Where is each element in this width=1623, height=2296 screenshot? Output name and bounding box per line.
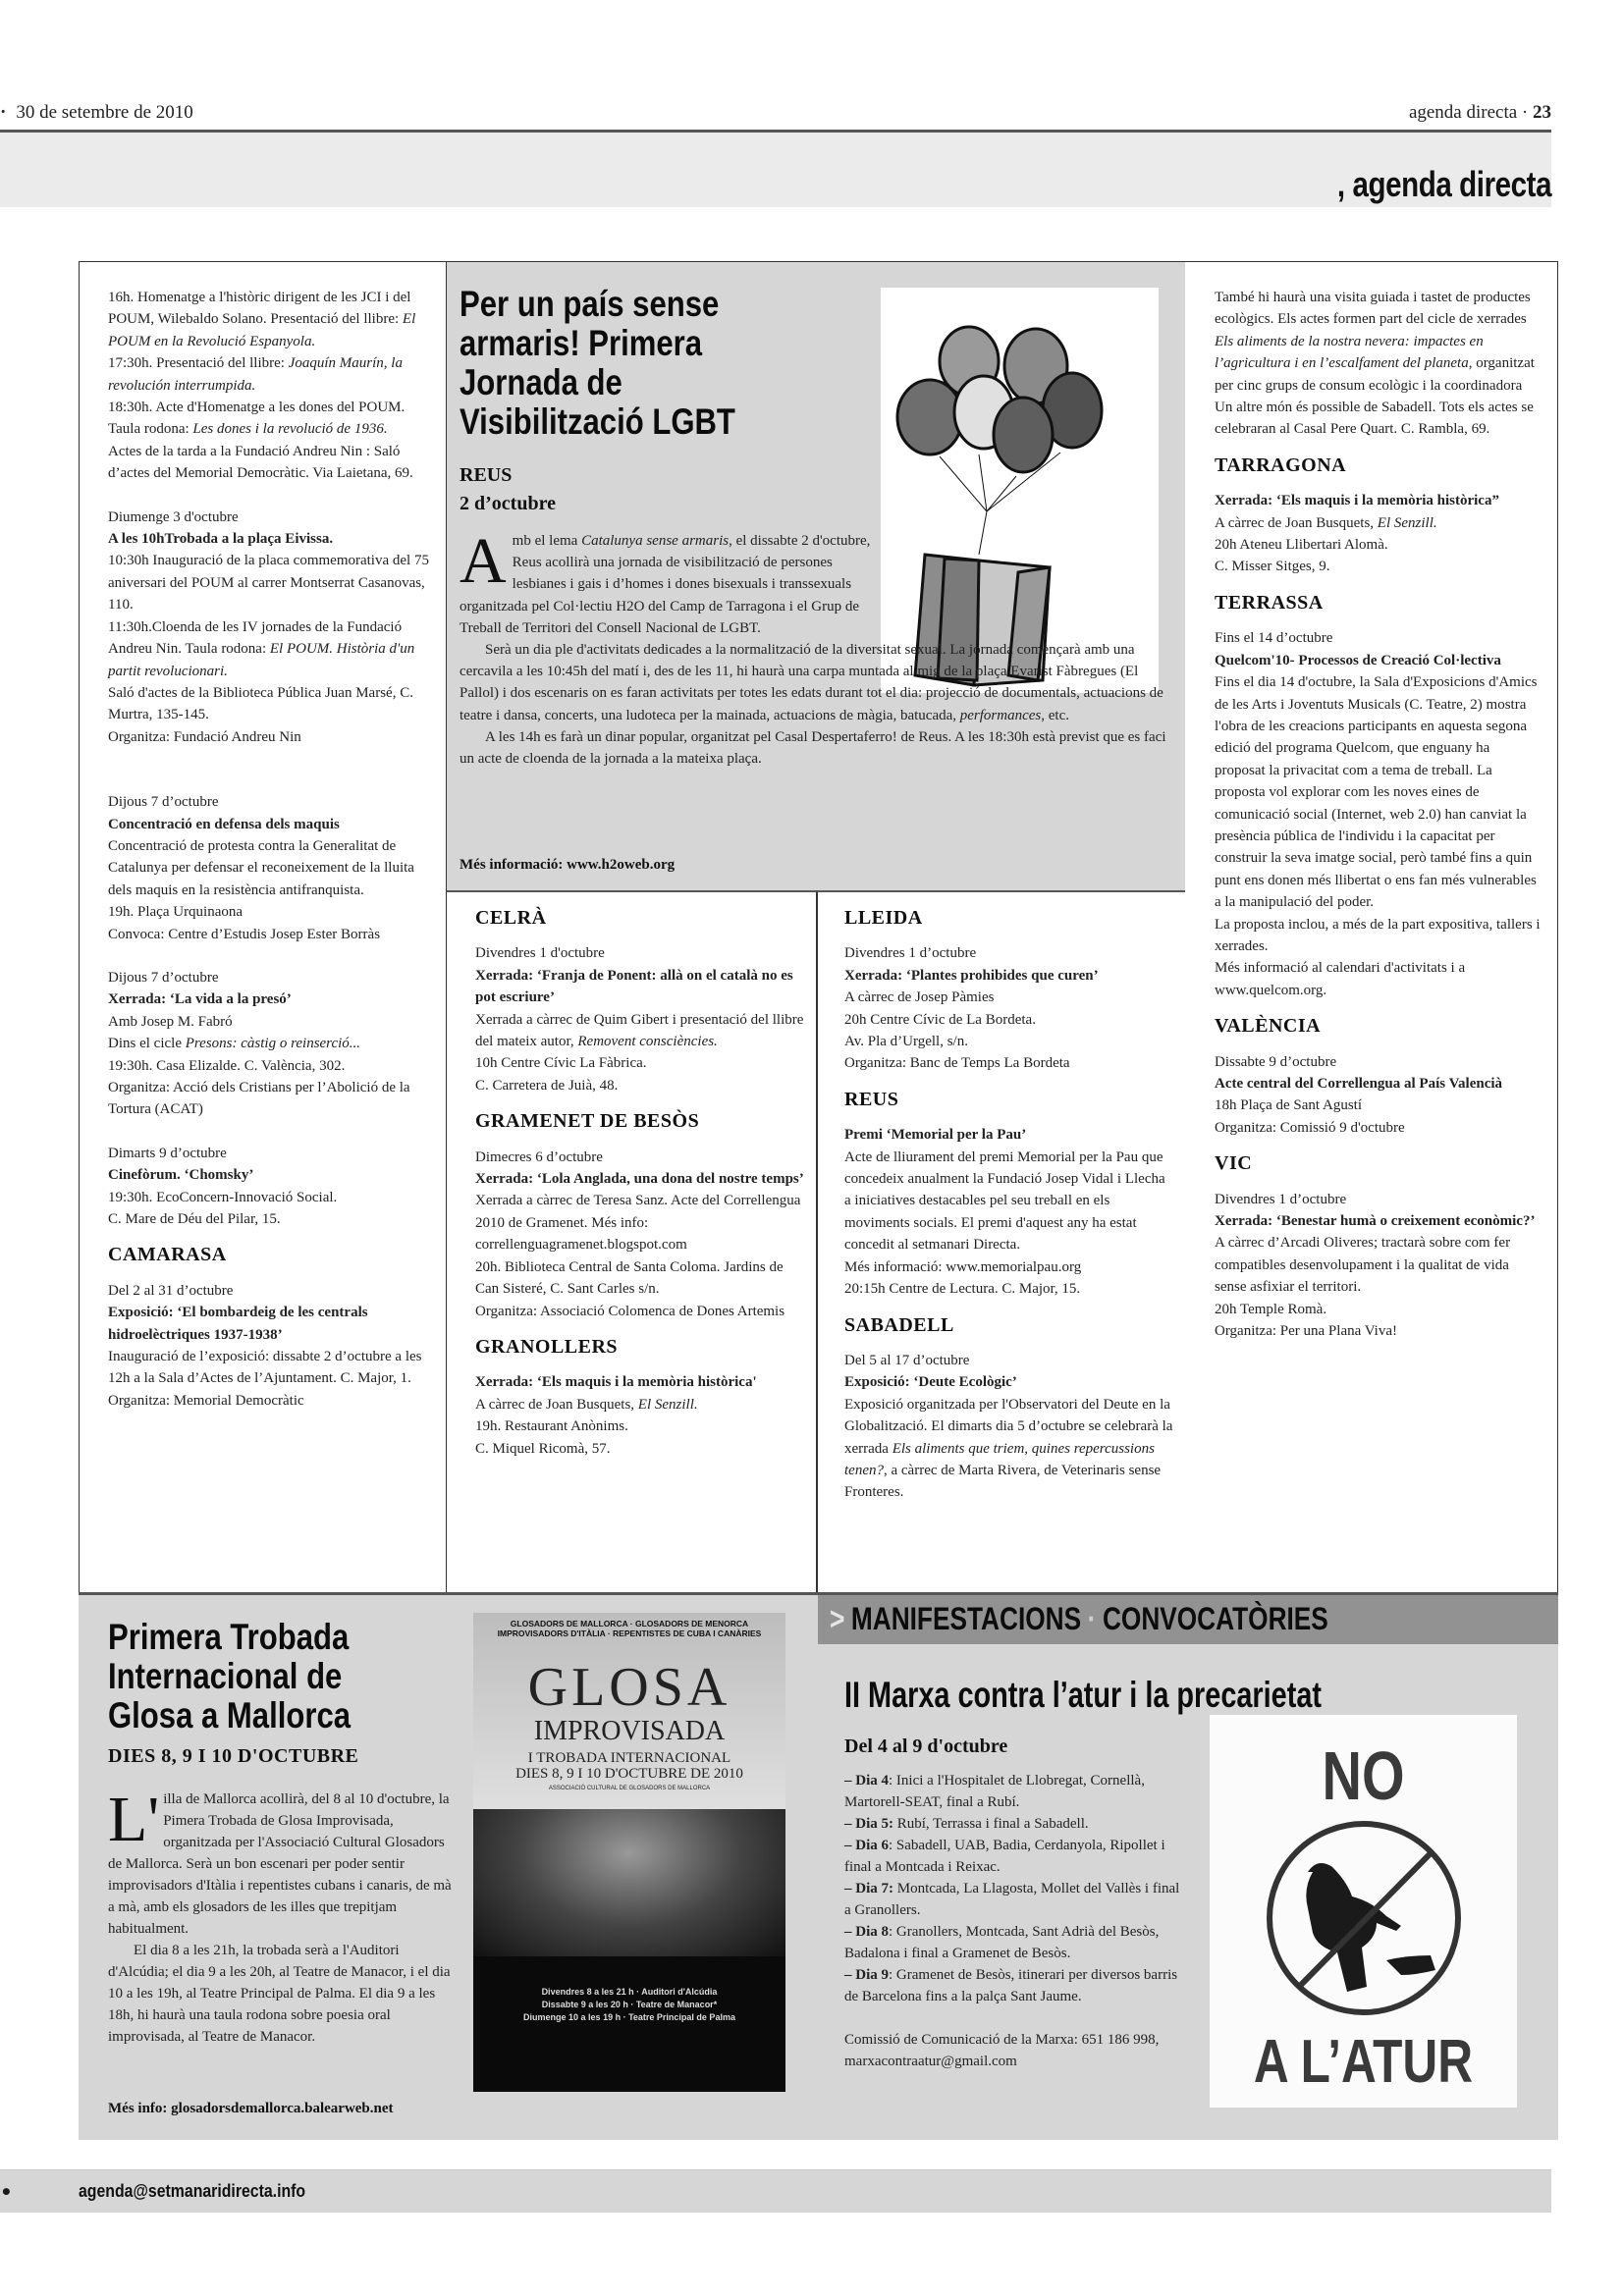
event-date: Divendres 1 d’octubre (1215, 1191, 1347, 1207)
event-title: A les 10hTrobada a la plaça Eivissa. (108, 531, 334, 548)
event-title: Xerrada: ‘Franja de Ponent: allà on el català no es pot escriure’ (475, 967, 793, 1006)
sign-text: NO (1322, 1737, 1405, 1814)
event-title: Xerrada: ‘Lola Anglada, una dona del nostre temps’ (475, 1171, 804, 1188)
paragraph: Amb el lema Catalunya sense armaris, el dissabte 2 d'octubre, Reus acollirà una jornada de visibilització de persones lesbianes i gais i d’homes i dones bisexuals i transsexuals organitzada pel Col·lectiu H2O del Camp de Tarragona i el Grup de Treball de Territori del Consell Nacional de LGBT. (460, 525, 871, 636)
event: Del 5 al 17 d’octubre Exposició: ‘Deute Ecològic’ Exposició organitzada per l'Observatori del Deute en la Globalització. El dimarts dia 5 d’octubre se celebrarà la xerrada Els aliments que triem, quines repercussions tenen?, a càrrec de Marta Rivera, de Veterinaris sense Fronteres. (844, 1352, 1173, 1501)
prohibition-icon (1264, 1818, 1465, 2019)
column-2 (475, 901, 804, 1460)
list-item: – Dia 6: Sabadell, UAB, Badia, Cerdanyola, Ripollet i final a Montcada i Reixac. (844, 1838, 1165, 1875)
manifestacions-header (818, 1595, 1558, 1644)
footer-email-link[interactable]: agenda@setmanaridirecta.info (79, 2181, 306, 2201)
event: Dimecres 6 d’octubre Xerrada: ‘Lola Anglada, una dona del nostre temps’ Xerrada a càrrec de Teresa Sanz. Acte del Correllengua 2010 de Gramenet. Més info: correllenguagramenet.blogspot.com 20h. Biblioteca Central de Santa Coloma. Jardins de Can Sisteré, C. Sant Carles s/n. Organitza: Associació Colomenca de Dones Artemis (475, 1148, 804, 1319)
event-title: Xerrada: ‘La vida a la presó’ (108, 991, 292, 1008)
event-date: Dijous 7 d’octubre (108, 794, 219, 811)
event: Premi ‘Memorial per la Pau’ Acte de lliurament del premi Memorial per la Pau que concedeix anualment la Fundació Josep Vidal i Llecha a iniciatives destacables pel seu treball en els moviments socials. El premi d'aquest any ha estat concedit al setmanari Directa. Més informació: www.memorialpau.org 20:15h Centre de Lectura. C. Major, 15. (844, 1127, 1165, 1298)
chevron-right-icon: > (830, 1601, 845, 1636)
glosa-dates: DIES 8, 9 I 10 D'OCTUBRE (108, 1745, 359, 1767)
section-title: , agenda directa (1336, 164, 1551, 204)
poster-text: ASSOCIACIÓ CULTURAL DE GLOSADORS DE MALLORCA (548, 1786, 711, 1791)
page-label: agenda directa · 23 (1408, 102, 1551, 123)
page-number: 23 (1533, 102, 1551, 123)
paragraph: El dia 8 a les 21h, la trobada serà a l'Auditori d'Alcúdia; el dia 9 a les 20h, al Teatre de Manacor, i el dia 10 a les 19h, al Teatre Principal de Palma. El dia 9 a les 18h, hi haurà una taula rodona sobre poesia oral improvisada, al Teatre de Manacor. (108, 1943, 451, 2045)
list-item: – Dia 9: Gramenet de Besòs, itinerari per diversos barris de Barcelona fins a la palça Sant Jaume. (844, 1967, 1178, 2004)
city-heading: GRAMENET DE BESÒS (475, 1110, 700, 1133)
city-heading: REUS (844, 1088, 899, 1110)
poster-text: DIES 8, 9 I 10 D'OCTUBRE DE 2010 (515, 1766, 743, 1782)
feature-headline: Per un país sense armaris! Primera Jornada de Visibilització LGBT (460, 284, 735, 442)
feature-body (460, 525, 1176, 770)
list-item: – Dia 4: Inici a l'Hospitalet de Llobregat, Cornellà, Martorell-SEAT, final a Rubí. (844, 1773, 1145, 1810)
event-date: Diumenge 3 d'octubre (108, 508, 239, 525)
paragraph: Serà un dia ple d'activitats dedicades a la normalització de la diversitat sexual. La jornada començarà amb una cercavila a les 10:45h del matí i, des de les 11, hi haurà una carpa muntada al mig de la plaça Evarist Fàbregues (El Pallol) i dos escenaris on es faran activitats per totes les edats durant tot el dia: projecció de documentals, actuacions de teatre i dansa, concerts, una ludoteca per la mainada, actuacions de màgia, batucada, performances, etc. (460, 642, 1163, 723)
event-organizer: Organitza: Comissió 9 d'octubre (1215, 1119, 1405, 1136)
manif-itinerary (844, 1770, 1183, 2072)
event-date: Divendres 1 d’octubre (844, 945, 977, 962)
manif-date: Del 4 al 9 d'octubre (844, 1735, 1008, 1757)
event: Xerrada: ‘Els maquis i la memòria històrica' A càrrec de Joan Busquets, El Senzill. 19h. Restaurant Anònims. C. Miquel Ricomà, 57. (475, 1374, 757, 1457)
column-divider (816, 892, 818, 1593)
city-heading: CELRÀ (475, 907, 547, 929)
poster-title: GLOSA (527, 1657, 731, 1718)
event-title: Acte central del Correllengua al País Valencià (1215, 1076, 1503, 1092)
poster-text: Dissabte 9 a les 20 h · Teatre de Manacor* (541, 2000, 718, 2009)
column-3 (844, 901, 1173, 1504)
event-title: Exposició: ‘El bombardeig de les centrals hidroelèctriques 1937-1938’ (108, 1305, 368, 1343)
column-1 (108, 287, 432, 1412)
column-4 (1215, 287, 1543, 1342)
section-band (0, 133, 1551, 207)
event: Divendres 1 d’octubre Xerrada: ‘Plantes prohibides que curen’ A càrrec de Josep Pàmies 20h Centre Cívic de La Bordeta. Av. Pla d’Urgell, s/n. Organitza: Banc de Temps La Bordeta (844, 945, 1099, 1072)
event-organizer: Organitza: Memorial Democràtic (108, 1392, 304, 1409)
header-label: CONVOCATÒRIES (1102, 1601, 1328, 1636)
glosa-headline: Primera Trobada Internacional de Glosa a Mallorca (108, 1617, 352, 1735)
poster-text: Diumenge 10 a les 19 h · Teatre Principal de Palma (523, 2012, 735, 2022)
event: Divendres 1 d'octubre Xerrada: ‘Franja de Ponent: allà on el català no es pot escriure’ Xerrada a càrrec de Quim Gibert i presentació del llibre del mateix autor, Removent consciències. 10h Centre Cívic La Fàbrica. C. Carretera de Juià, 48. (475, 945, 804, 1094)
event-organizer: Organitza: Per una Plana Viva! (1215, 1323, 1397, 1340)
list-item: – Dia 7: Montcada, La Llagosta, Mollet del Vallès i final a Granollers. (844, 1881, 1180, 1918)
event: Dijous 7 d’octubre Xerrada: ‘La vida a la presó’ Amb Josep M. Fabró Dins el cicle Presons: càstig o reinserció... 19:30h. Casa Elizalde. C. València, 302. Organitza: Acció dels Cristians per l’Abolició de la Tortura (ACAT) (108, 969, 410, 1118)
event-organizer: Organitza: Acció dels Cristians per l’Abolició de la Tortura (ACAT) (108, 1080, 410, 1118)
event: Dijous 7 d’octubre Concentració en defensa dels maquis Concentració de protesta contra la Generalitat de Catalunya per defensar el reconeixement de la lluita dels maquis en la resistència antifranquista. 19h. Plaça Urquinaona Convoca: Centre d’Estudis Josep Ester Borràs (108, 794, 414, 942)
glosa-more-info: Més info: glosadorsdemallorca.balearweb.net (108, 2101, 394, 2116)
event: Dimarts 9 d’octubre Cinefòrum. ‘Chomsky’ 19:30h. EcoConcern-Innovació Social. C. Mare de Déu del Pilar, 15. (108, 1145, 338, 1228)
event-date: Del 2 al 31 d’octubre (108, 1282, 234, 1299)
running-header (0, 96, 1551, 132)
poster-text: IMPROVISADORS D'ITÀLIA · REPENTISTES DE CUBA I CANÀRIES (497, 1629, 762, 1638)
event-date: Fins el 14 d’octubre (1215, 630, 1333, 647)
event: Fins el 14 d’octubre Quelcom'10- Processos de Creació Col·lectiva Fins el dia 14 d'octubre, la Sala d'Exposicions d'Amics de les Arts i Joventuts Musicals (C. Teatre, 2) mostra l'obra de les creacions participants en aquesta segona edició del programa Quelcom, que enguany ha proposat la privacitat com a tema de treball. La proposta vol explorar com les noves eines de comunicació social (Internet, web 2.0) han canviat la presència pública de l'individu i la capacitat per construir la seva imatge social, però també fins a quin punt ens donen més llibertat o ens fan més vulnerables a la manipulació del poder. La proposta inclou, a més de la part expositiva, tallers i xerrades. Més informació al calendari d'activitats i a www.quelcom.org. (1215, 630, 1541, 998)
poster-text: I TROBADA INTERNACIONAL (527, 1750, 731, 1766)
header-label: MANIFESTACIONS (850, 1601, 1082, 1636)
feature-city: REUS (460, 464, 513, 486)
city-heading: GRANOLLERS (475, 1335, 619, 1358)
feature-date: 2 d’octubre (460, 493, 556, 514)
no-atur-sign-image (1210, 1715, 1517, 2108)
contact-info: Comissió de Comunicació de la Marxa: 651 186 998, marxacontraatur@gmail.com (844, 2032, 1160, 2069)
paragraph: També hi haurà una visita guiada i tastet de productes ecològics. Els actes formen part del cicle de xerrades Els aliments de la nostra nevera: impactes en l’agricultura i en l’escalfament del planeta, organitzat per cinc grups de consum ecològic i la coordinadora Un altre món és possible de Sabadell. Tots els actes se celebraran al Casal Pere Quart. C. Rambla, 69. (1215, 290, 1535, 438)
poster-text: Divendres 8 a les 21 h · Auditori d'Alcúdia (541, 1987, 718, 1997)
event-title: Xerrada: ‘Benestar humà o creixement econòmic?’ (1215, 1213, 1536, 1230)
event-title: Exposició: ‘Deute Ecològic’ (844, 1374, 1017, 1391)
feature-more-info: Més informació: www.h2oweb.org (460, 857, 676, 873)
city-heading: VIC (1215, 1152, 1253, 1175)
list-item: – Dia 8: Granollers, Montcada, Sant Adrià del Besòs, Badalona i final a Gramenet de Besòs. (844, 1924, 1160, 1961)
event-title: Cinefòrum. ‘Chomsky’ (108, 1167, 254, 1184)
event: Diumenge 3 d'octubre A les 10hTrobada a la plaça Eivissa. 10:30h Inauguració de la placa commemorativa del 75 aniversari del POUM al carrer Montserrat Casanovas, 110. 11:30h.Cloenda de les IV jornades de la Fundació Andreu Nin. Taula rodona: El POUM. Història d'un partit revolucionari. Saló d'actes de la Biblioteca Pública Juan Marsé, C. Murtra, 135-145. Organitza: Fundació Andreu Nin (108, 508, 429, 745)
paragraph: L' illa de Mallorca acollirà, del 8 al 10 d'octubre, la Pimera Trobada de Glosa Improvisada, organitzada per l'Associació Cultural Glosadors de Mallorca. Serà un bon escenari per poder sentir improvisadors d'Itàlia i repentistes cubans i canaris, de mà a mà, amb els glosadors de les illes que trepitjam habitualment. (108, 1784, 452, 1937)
bullet-icon: • (0, 2180, 13, 2204)
event-title: Quelcom'10- Processos de Creació Col·lectiva (1215, 652, 1501, 668)
event-date: Dijous 7 d’octubre (108, 969, 219, 986)
glosa-poster-image (473, 1613, 785, 2092)
city-heading: TARRAGONA (1215, 454, 1347, 476)
event-organizer: Organitza: Associació Colomenca de Dones Artemis (475, 1303, 785, 1319)
event: Divendres 1 d’octubre Xerrada: ‘Benestar humà o creixement econòmic?’ A càrrec d’Arcadi Oliveres; tractarà sobre com fer compatibles desenvolupament i la qualitat de vida sense asfixiar el territori. 20h Temple Romà. Organitza: Per una Plana Viva! (1215, 1191, 1536, 1340)
event-organizer: Organitza: Banc de Temps La Bordeta (844, 1055, 1070, 1072)
city-heading: SABADELL (844, 1313, 954, 1336)
manif-headline: II Marxa contra l’atur i la precarietat (844, 1675, 1323, 1715)
paragraph: A les 14h es farà un dinar popular, organitzat pel Casal Despertaferro! de Reus. A les 18:30h està previst que es faci un acte de cloenda de la jornada a la mateixa plaça. (460, 728, 1166, 768)
sign-text: A L’ATUR (1253, 2028, 1474, 2096)
paragraph: 16h. Homenatge a l'històric dirigent de les JCI i del POUM, Wilebaldo Solano. Presentació del llibre: El POUM en la Revolució Espanyola. 17:30h. Presentació del llibre: Joaquín Maurín, la revolución interrumpida. 18:30h. Acte d'Homenatge a les dones del POUM. Taula rodona: Les dones i la revolució de 1936. Actes de la tarda a la Fundació Andreu Nin : Saló d’actes del Memorial Democràtic. Via Laietana, 69. (108, 290, 416, 482)
event-title: Xerrada: ‘Els maquis i la memòria històrica” (1215, 493, 1499, 509)
event-date: Del 5 al 17 d’octubre (844, 1352, 970, 1368)
section-label: agenda directa (1408, 102, 1518, 123)
list-item: – Dia 5: Rubí, Terrassa i final a Sabadell. (844, 1816, 1089, 1832)
event: Xerrada: ‘Els maquis i la memòria històrica” A càrrec de Joan Busquets, El Senzill. 20h Ateneu Llibertari Alomà. C. Misser Sitges, 9. (1215, 493, 1499, 575)
event: Dissabte 9 d’octubre Acte central del Correllengua al País Valencià 18h Plaça de Sant Agustí Organitza: Comissió 9 d'octubre (1215, 1053, 1503, 1136)
event-title: Xerrada: ‘Plantes prohibides que curen’ (844, 967, 1099, 984)
footer-band (0, 2169, 1551, 2213)
event-date: Divendres 1 d'octubre (475, 945, 605, 962)
drop-cap: A (460, 525, 507, 597)
event-date: Dimarts 9 d’octubre (108, 1145, 227, 1161)
event-organizer: Convoca: Centre d’Estudis Josep Ester Borràs (108, 926, 381, 942)
city-heading: LLEIDA (844, 907, 923, 929)
event: Del 2 al 31 d’octubre Exposició: ‘El bombardeig de les centrals hidroelèctriques 1937-1938’ Inauguració de l’exposició: dissabte 2 d’octubre a les 12h a la Sala d’Actes de l’Ajuntament. C. Major, 1. Organitza: Memorial Democràtic (108, 1282, 422, 1409)
poster-subtitle: IMPROVISADA (533, 1716, 726, 1746)
city-heading: VALÈNCIA (1215, 1015, 1322, 1038)
event-organizer: Organitza: Fundació Andreu Nin (108, 728, 301, 745)
event-date: Dissabte 9 d’octubre (1215, 1053, 1337, 1070)
event-title: Premi ‘Memorial per la Pau’ (844, 1127, 1027, 1144)
glosa-body (108, 1784, 452, 2048)
date-text: 30 de setembre de 2010 (16, 102, 193, 123)
event-title: Xerrada: ‘Els maquis i la memòria històrica' (475, 1374, 757, 1391)
issue-date: · 30 de setembre de 2010 (0, 102, 193, 123)
event-title: Concentració en defensa dels maquis (108, 816, 340, 832)
event-date: Dimecres 6 d’octubre (475, 1148, 603, 1165)
separator: · (1087, 1601, 1097, 1636)
poster-text: GLOSADORS DE MALLORCA · GLOSADORS DE MENORCA (510, 1619, 749, 1629)
drop-cap: L' (108, 1784, 160, 1855)
city-heading: CAMARASA (108, 1244, 227, 1266)
feature-location (460, 461, 556, 518)
city-heading: TERRASSA (1215, 591, 1324, 614)
